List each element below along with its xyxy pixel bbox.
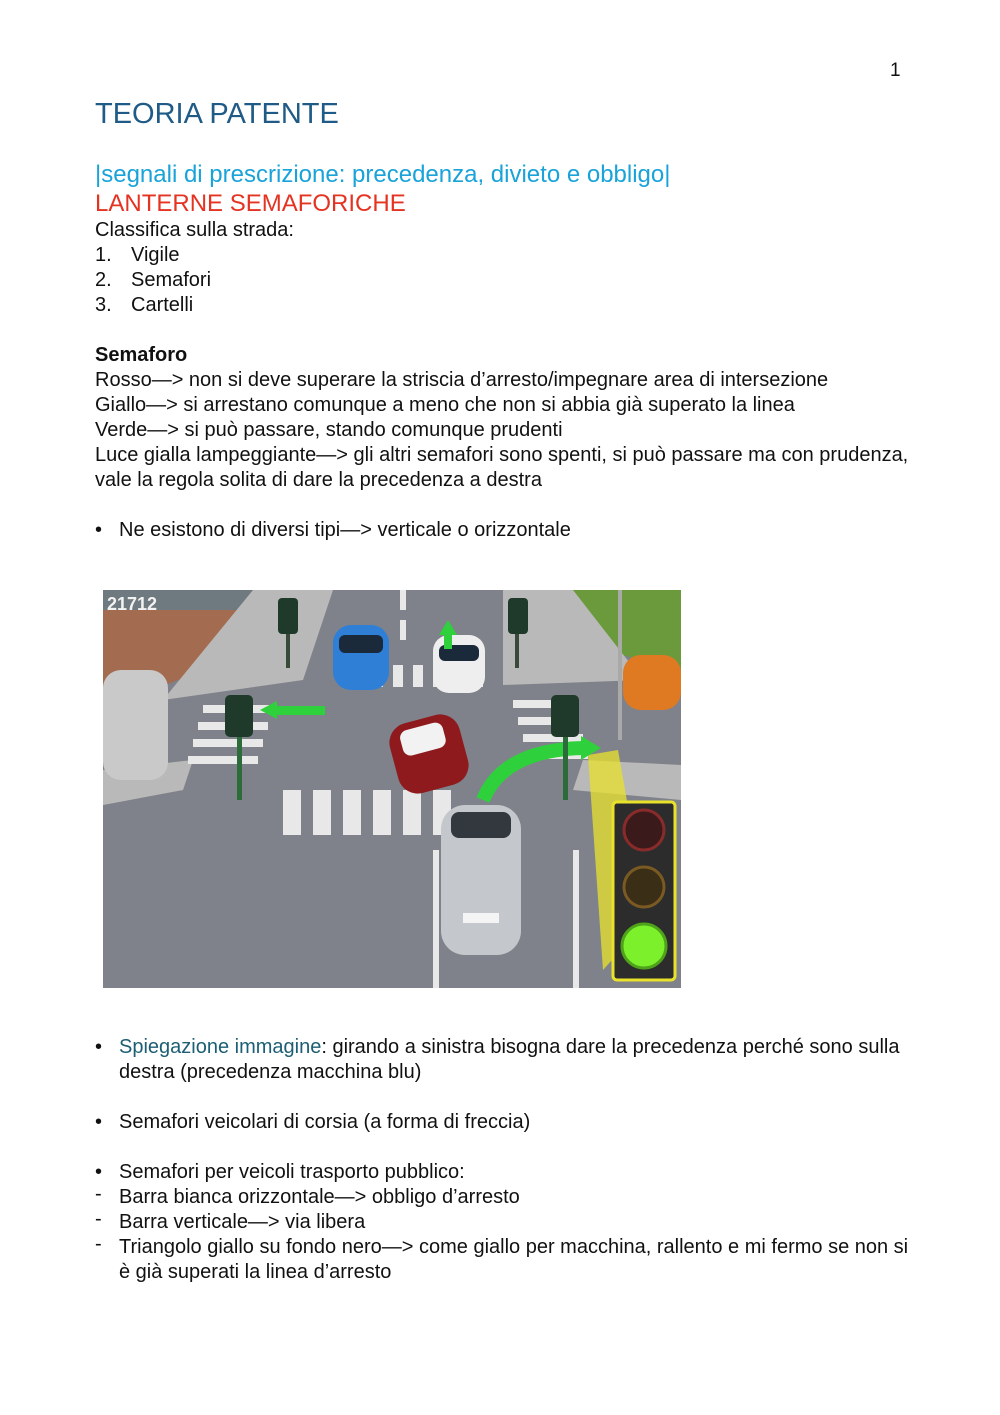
semaforo-verde: Verde—> si può passare, stando comunque prudenti: [95, 419, 563, 441]
semaforo-heading: Semaforo: [95, 344, 188, 366]
orange-car: [623, 655, 681, 710]
public-item: - Barra bianca orizzontale—> obbligo d’arresto: [95, 1183, 520, 1208]
document-body: [95, 96, 915, 543]
explanation-text: : girando a sinistra bisogna dare la precedenza perché sono sulla destra (precedenza macchina blu): [119, 1036, 900, 1083]
bullet-explanation: • Spiegazione immagine: girando a sinistra bisogna dare la precedenza perché sono sulla destra (precedenza macchina blu): [95, 1036, 900, 1083]
intersection-illustration: [103, 590, 681, 988]
semaforo-giallo: Giallo—> si arrestano comunque a meno che non si abbia già superato la linea: [95, 394, 795, 416]
ranking-intro: Classifica sulla strada:: [95, 219, 294, 241]
blue-car: [333, 625, 389, 690]
semaforo-rosso: Rosso—> non si deve superare la striscia d’arresto/impegnare area di intersezione: [95, 369, 829, 391]
yellow-light: [624, 867, 664, 907]
list-number: 3.: [95, 294, 112, 316]
semaforo-lampeggiante: Luce gialla lampeggiante—> gli altri semafori sono spenti, si può passare ma con prudenza, vale la regola solita di dare la precedenza a destra: [95, 444, 909, 491]
green-light: [622, 924, 666, 968]
public-item: - Barra verticale—> via libera: [95, 1208, 366, 1233]
ranking-list: [95, 243, 915, 318]
bullet-text: Semafori per veicoli trasporto pubblico:: [119, 1161, 465, 1183]
list-item: [95, 268, 915, 293]
list-label: Semafori: [131, 269, 212, 291]
public-item-text: Triangolo giallo su fondo nero—> come giallo per macchina, rallento e mi fermo se non si è già superati la linea d’arresto: [119, 1236, 909, 1283]
document-body-continued: [95, 1035, 915, 1285]
white-car: [433, 635, 485, 693]
subtitle: |segnali di prescrizione: precedenza, divieto e obbligo|: [95, 161, 671, 188]
red-light: [624, 810, 664, 850]
section-heading: LANTERNE SEMAFORICHE: [95, 190, 406, 217]
document-title: TEORIA PATENTE: [95, 98, 339, 130]
image-id-label: 21712: [107, 594, 158, 614]
list-item: [95, 243, 915, 268]
page-number: 1: [890, 60, 901, 81]
list-item: [95, 293, 915, 318]
explanation-link[interactable]: Spiegazione immagine: [119, 1036, 322, 1058]
bullet-text: Semafori veicolari di corsia (a forma di freccia): [119, 1111, 531, 1133]
bullet-types: • Ne esistono di diversi tipi—> verticale o orizzontale: [95, 519, 571, 541]
public-item-text: Barra verticale—> via libera: [119, 1211, 366, 1233]
bullet-lane: • Semafori veicolari di corsia (a forma di freccia): [95, 1111, 531, 1133]
grey-van: [103, 670, 168, 780]
bullet-public: • Semafori per veicoli trasporto pubblico:: [95, 1161, 465, 1183]
list-label: Cartelli: [131, 294, 194, 316]
list-label: Vigile: [131, 244, 180, 266]
intersection-image: [103, 590, 681, 988]
public-item: - Triangolo giallo su fondo nero—> come giallo per macchina, rallento e mi fermo se non si è già superati la linea d’arresto: [95, 1233, 909, 1283]
list-number: 2.: [95, 269, 112, 291]
public-item-text: Barra bianca orizzontale—> obbligo d’arresto: [119, 1186, 520, 1208]
bullet-text: Ne esistono di diversi tipi—> verticale o orizzontale: [119, 519, 571, 541]
list-number: 1.: [95, 244, 112, 266]
